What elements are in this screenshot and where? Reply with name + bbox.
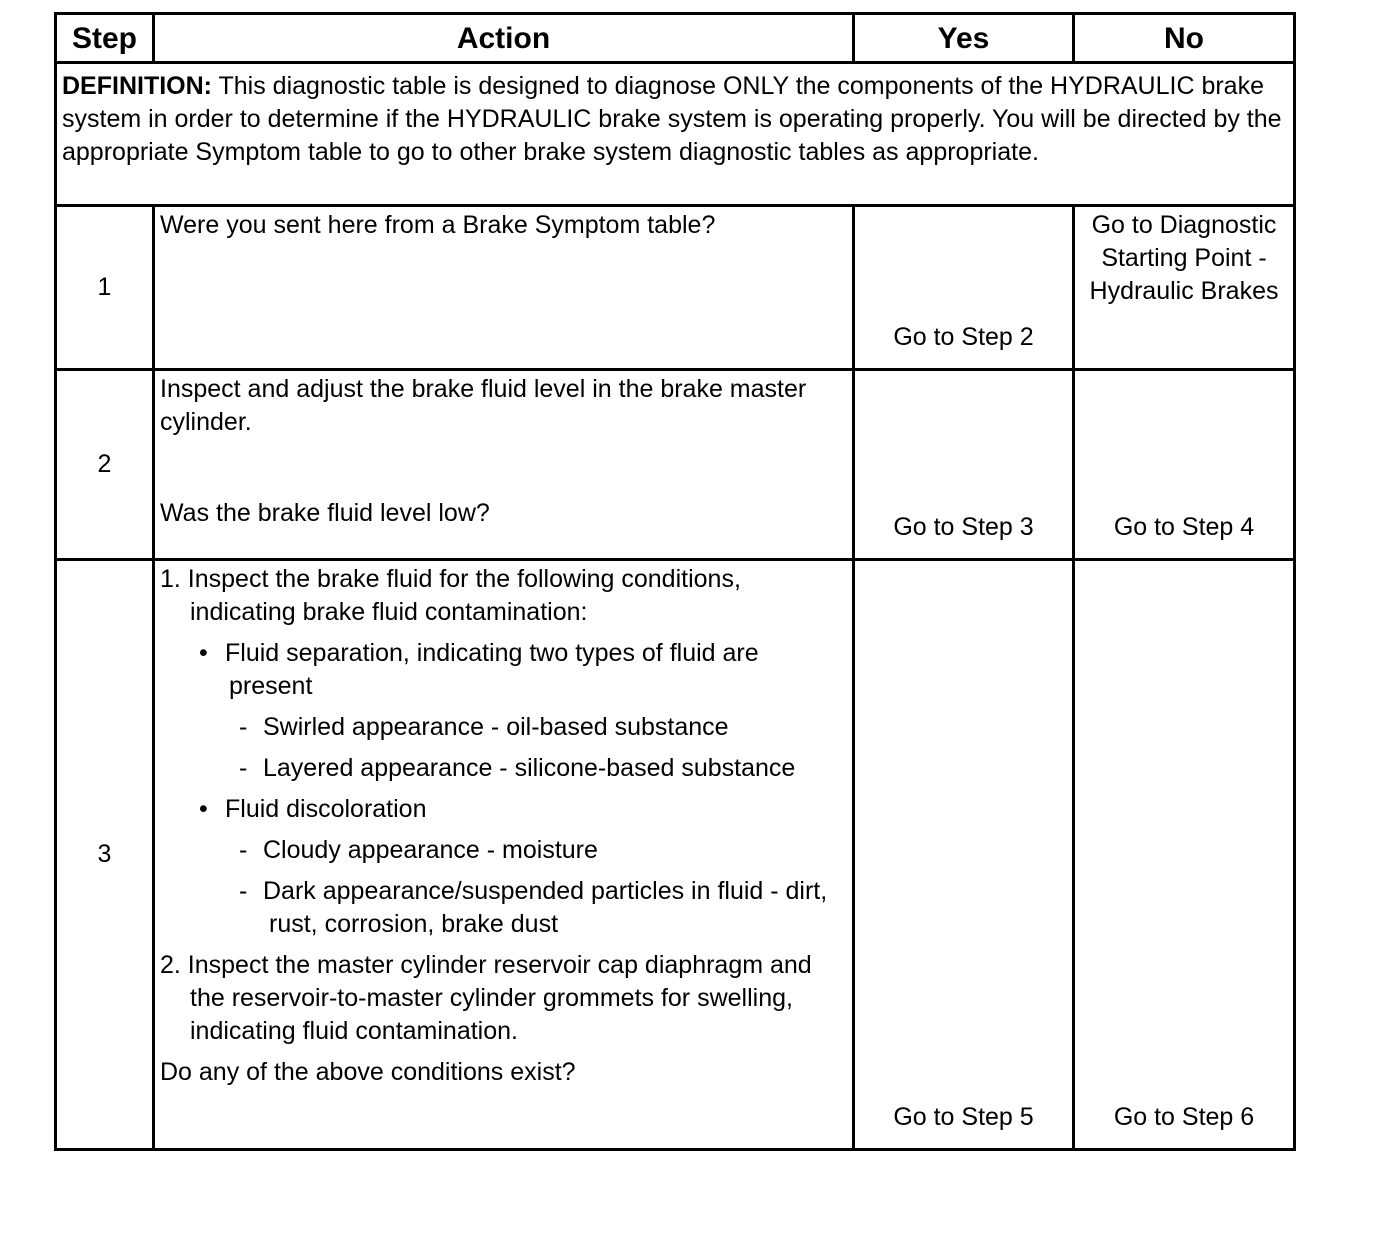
dash-text: Cloudy appearance - moisture [263,836,598,864]
action-instruction: Inspect and adjust the brake fluid level in the brake master cylinder. [160,375,807,436]
action-cell [154,370,854,560]
definition-label: DEFINITION: [62,72,212,100]
bullet-text: Fluid separation, indicating two types of fluid are present [225,639,759,700]
dash-mark: - [239,754,248,782]
header-step: Step [56,14,154,63]
dash-mark: - [239,836,248,864]
numbered-item: 1. Inspect the brake fluid for the following conditions, indicating brake fluid contamination: [160,565,741,626]
yes-cell: Go to Step 3 [854,370,1074,560]
bullet-mark: • [199,639,208,667]
dash-mark: - [239,877,248,905]
table-row [56,206,1295,370]
dash-item [160,875,848,941]
definition-cell [56,63,1295,206]
step-number: 3 [56,560,154,1150]
header-action: Action [154,14,854,63]
dash-item [160,834,848,867]
action-cell [154,560,854,1150]
header-row [56,14,1295,63]
definition-text: This diagnostic table is designed to diagnose ONLY the components of the HYDRAULIC brake system in order to determine if the HYDRAULIC brake system is operating properly. You will be directed by the appropriate Symptom table to go to other brake system diagnostic tables as appropriate. [62,72,1282,166]
table-row [56,560,1295,1150]
bullet-item [160,793,848,826]
yes-cell: Go to Step 5 [854,560,1074,1150]
step-number: 1 [56,206,154,370]
bullet-mark: • [199,795,208,823]
no-cell: Go to Step 4 [1074,370,1295,560]
action-question: Do any of the above conditions exist? [160,1058,576,1086]
step-number: 2 [56,370,154,560]
table-row [56,370,1295,560]
dash-item [160,711,848,744]
diagnostic-table [54,12,1296,1151]
definition-row [56,63,1295,206]
dash-item [160,752,848,785]
yes-cell: Go to Step 2 [854,206,1074,370]
bullet-item [160,637,848,703]
action-question: Were you sent here from a Brake Symptom table? [160,211,716,239]
dash-text: Layered appearance - silicone-based substance [263,754,796,782]
dash-text: Dark appearance/suspended particles in fluid - dirt, rust, corrosion, brake dust [263,877,828,938]
dash-text: Swirled appearance - oil-based substance [263,713,729,741]
no-cell: Go to Diagnostic Starting Point - Hydraulic Brakes [1074,206,1295,370]
header-no: No [1074,14,1295,63]
numbered-item: 2. Inspect the master cylinder reservoir cap diaphragm and the reservoir-to-master cylinder grommets for swelling, indicating fluid contamination. [160,951,812,1045]
bullet-text: Fluid discoloration [225,795,427,823]
header-yes: Yes [854,14,1074,63]
action-cell [154,206,854,370]
no-cell: Go to Step 6 [1074,560,1295,1150]
dash-mark: - [239,713,248,741]
action-question: Was the brake fluid level low? [160,499,490,527]
